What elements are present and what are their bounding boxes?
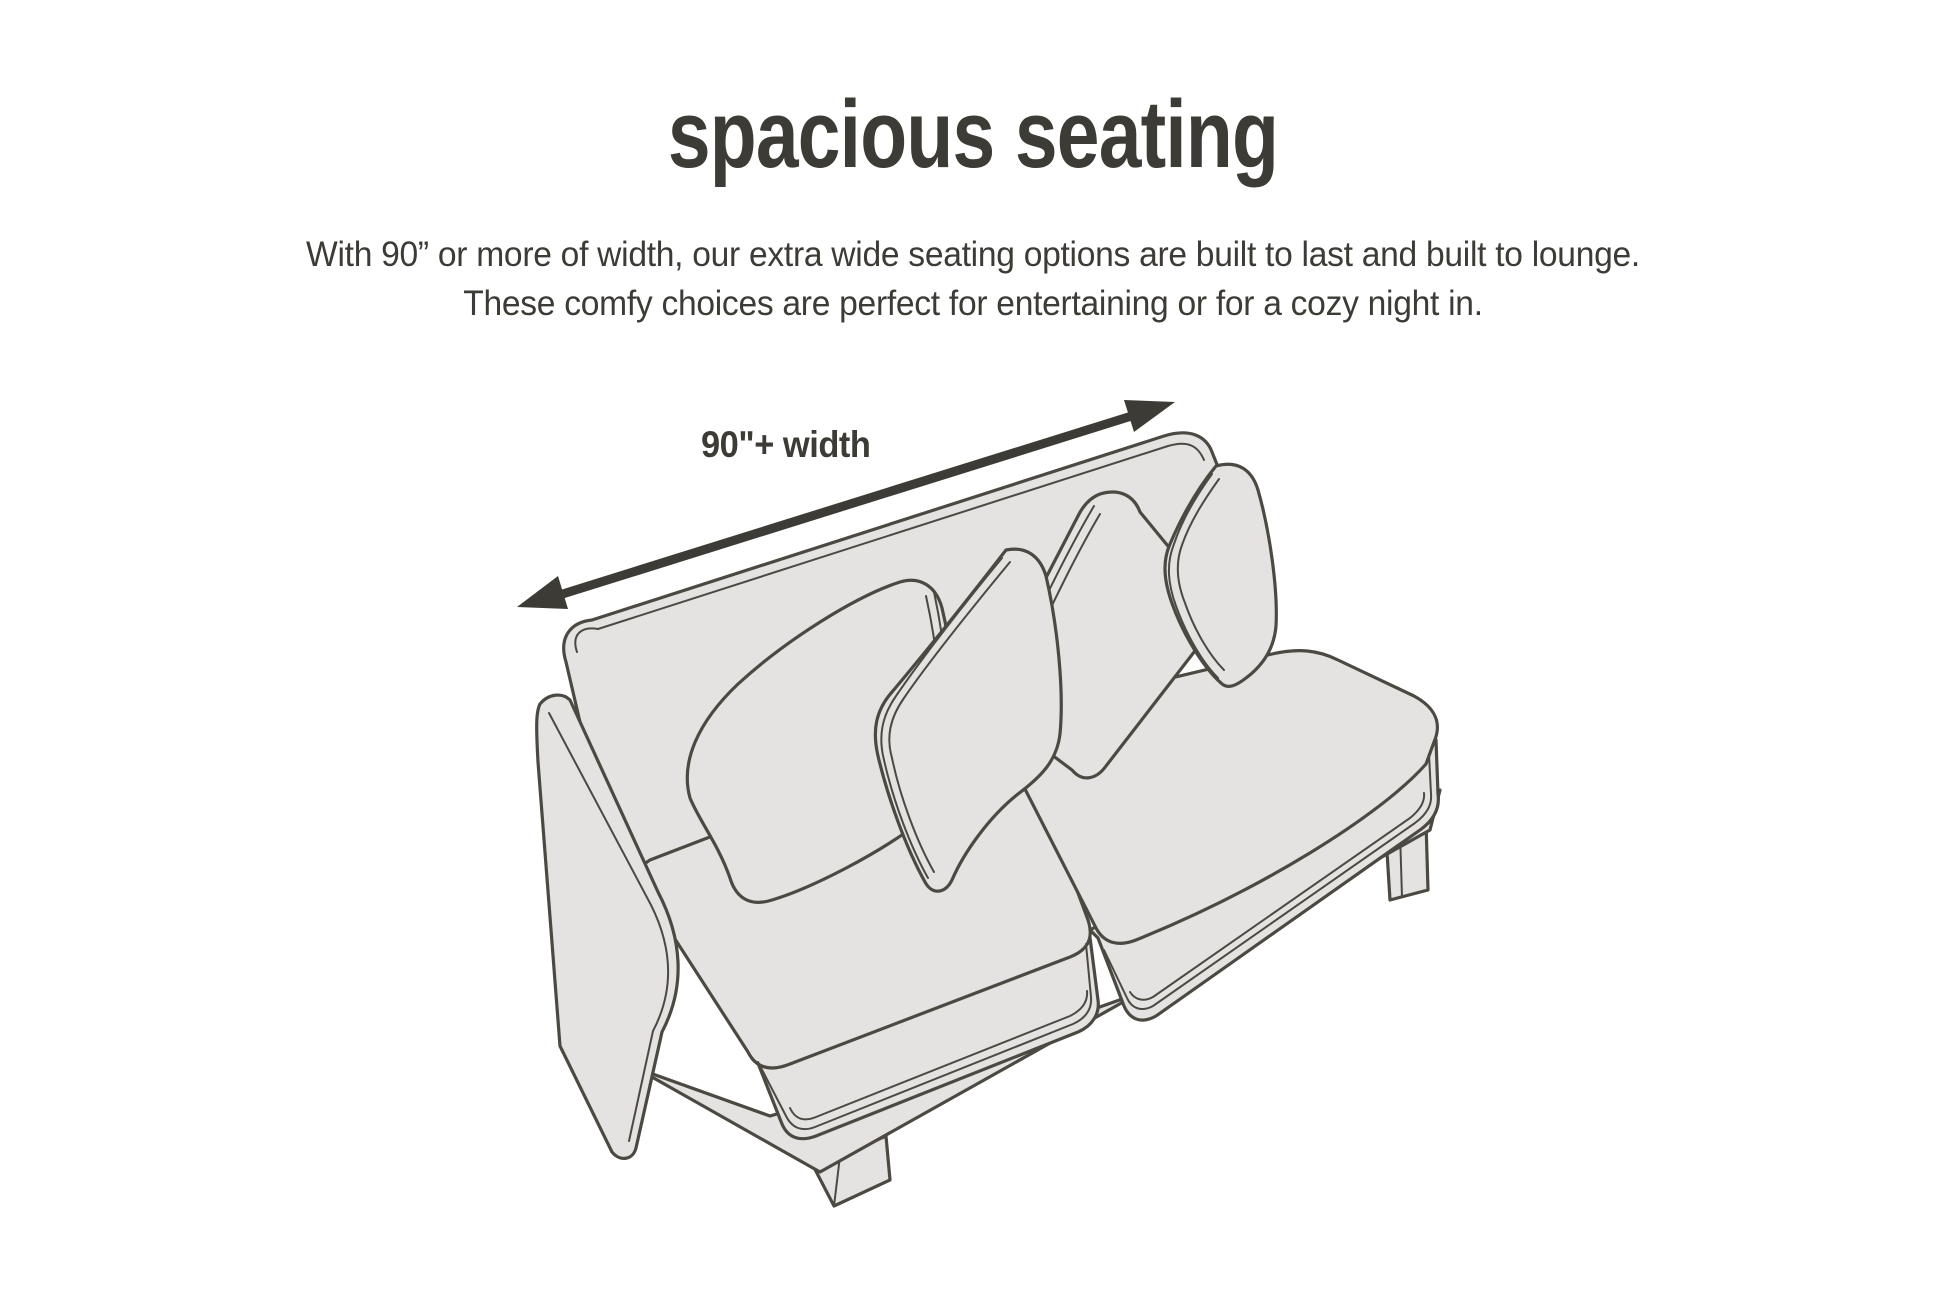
dimension-label: 90"+ width [701,424,871,465]
arrowhead-right-icon [1124,400,1175,432]
page-title: spacious seating [667,81,1279,188]
subtitle-line-1: With 90” or more of width, our extra wide seating options are built to last and built to lounge. [306,235,1640,274]
arrowhead-left-icon [517,576,568,609]
subtitle-line-2: These comfy choices are perfect for entertaining or for a cozy night in. [463,284,1483,323]
